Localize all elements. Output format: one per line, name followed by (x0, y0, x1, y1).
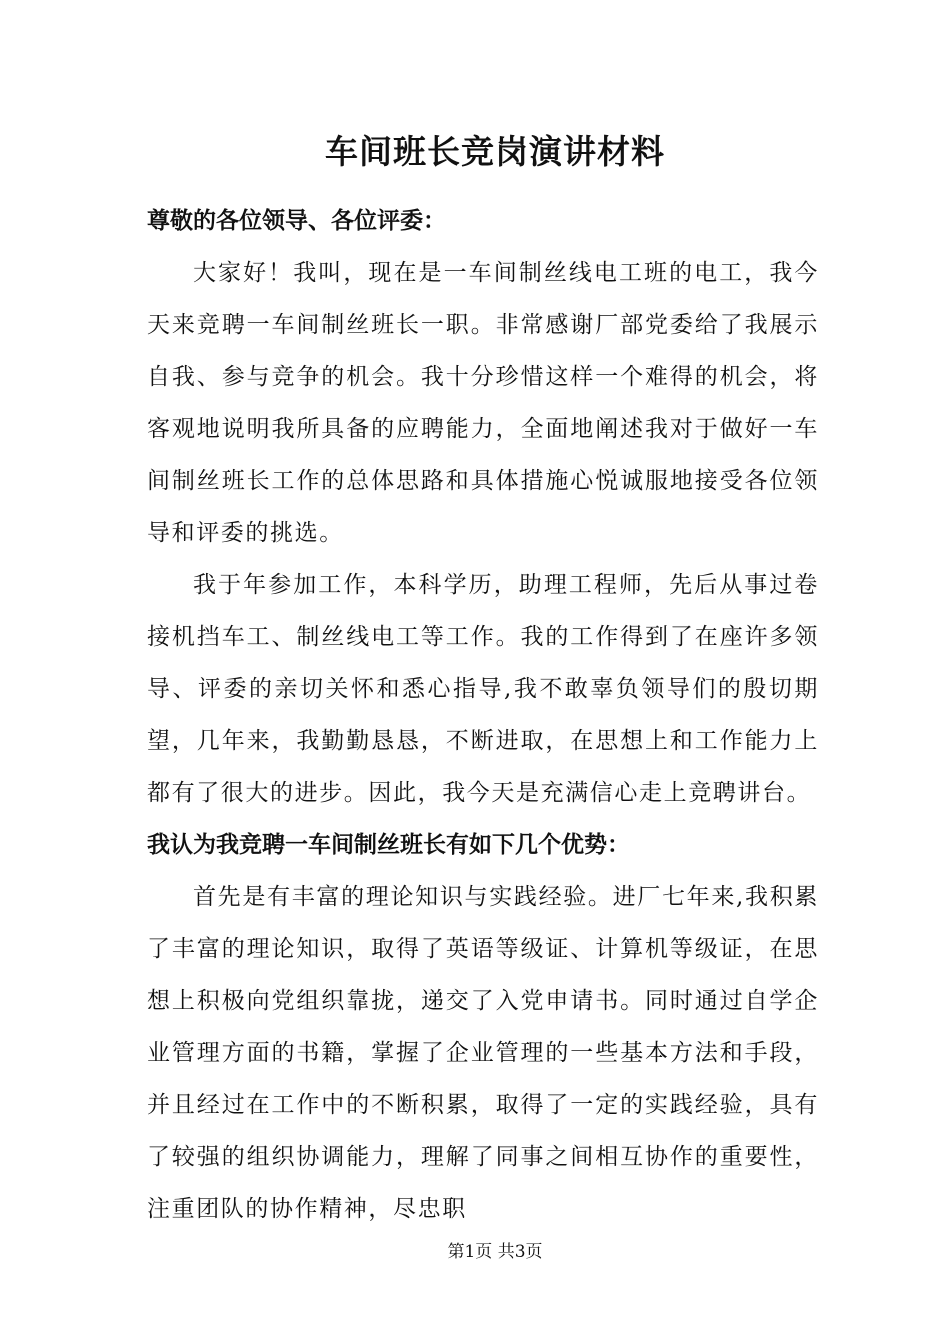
body-paragraph: 大家好！我叫，现在是一车间制丝线电工班的电工，我今天来竞聘一车间制丝班长一职。非常感谢厂部党委给了我展示自我、参与竞争的机会。我十分珍惜这样一个难得的机会，将客观地说明我所具备的应聘能力，全面地阐述我对于做好一车间制丝班长工作的总体思路和具体措施心悦诚服地接受各位领导和评委的挑选。 (147, 260, 819, 546)
page-indicator: 第1页 共3页 (447, 1242, 543, 1262)
body-paragraph: 我于年参加工作，本科学历，助理工程师，先后从事过卷接机挡车工、制丝线电工等工作。我的工作得到了在座许多领导、评委的亲切关怀和悉心指导,我不敢辜负领导们的殷切期望，几年来，我勤勤恳恳，不断进取，在思想上和工作能力上都有了很大的进步。因此，我今天是充满信心走上竞聘讲台。 (147, 572, 819, 806)
body-paragraph: 首先是有丰富的理论知识与实践经验。进厂七年来,我积累了丰富的理论知识，取得了英语等级证、计算机等级证，在思想上积极向党组织靠拢，递交了入党申请书。同时通过自学企业管理方面的书籍，掌握了企业管理的一些基本方法和手段，并且经过在工作中的不断积累，取得了一定的实践经验，具有了较强的组织协调能力，理解了同事之间相互协作的重要性，注重团队的协作精神，尽忠职 (147, 884, 819, 1222)
document-title: 车间班长竞岗演讲材料 (325, 132, 665, 171)
section-heading: 我认为我竞聘一车间制丝班长有如下几个优势： (147, 831, 630, 858)
salutation: 尊敬的各位领导、各位评委： (147, 207, 446, 234)
document-body (147, 195, 819, 1235)
